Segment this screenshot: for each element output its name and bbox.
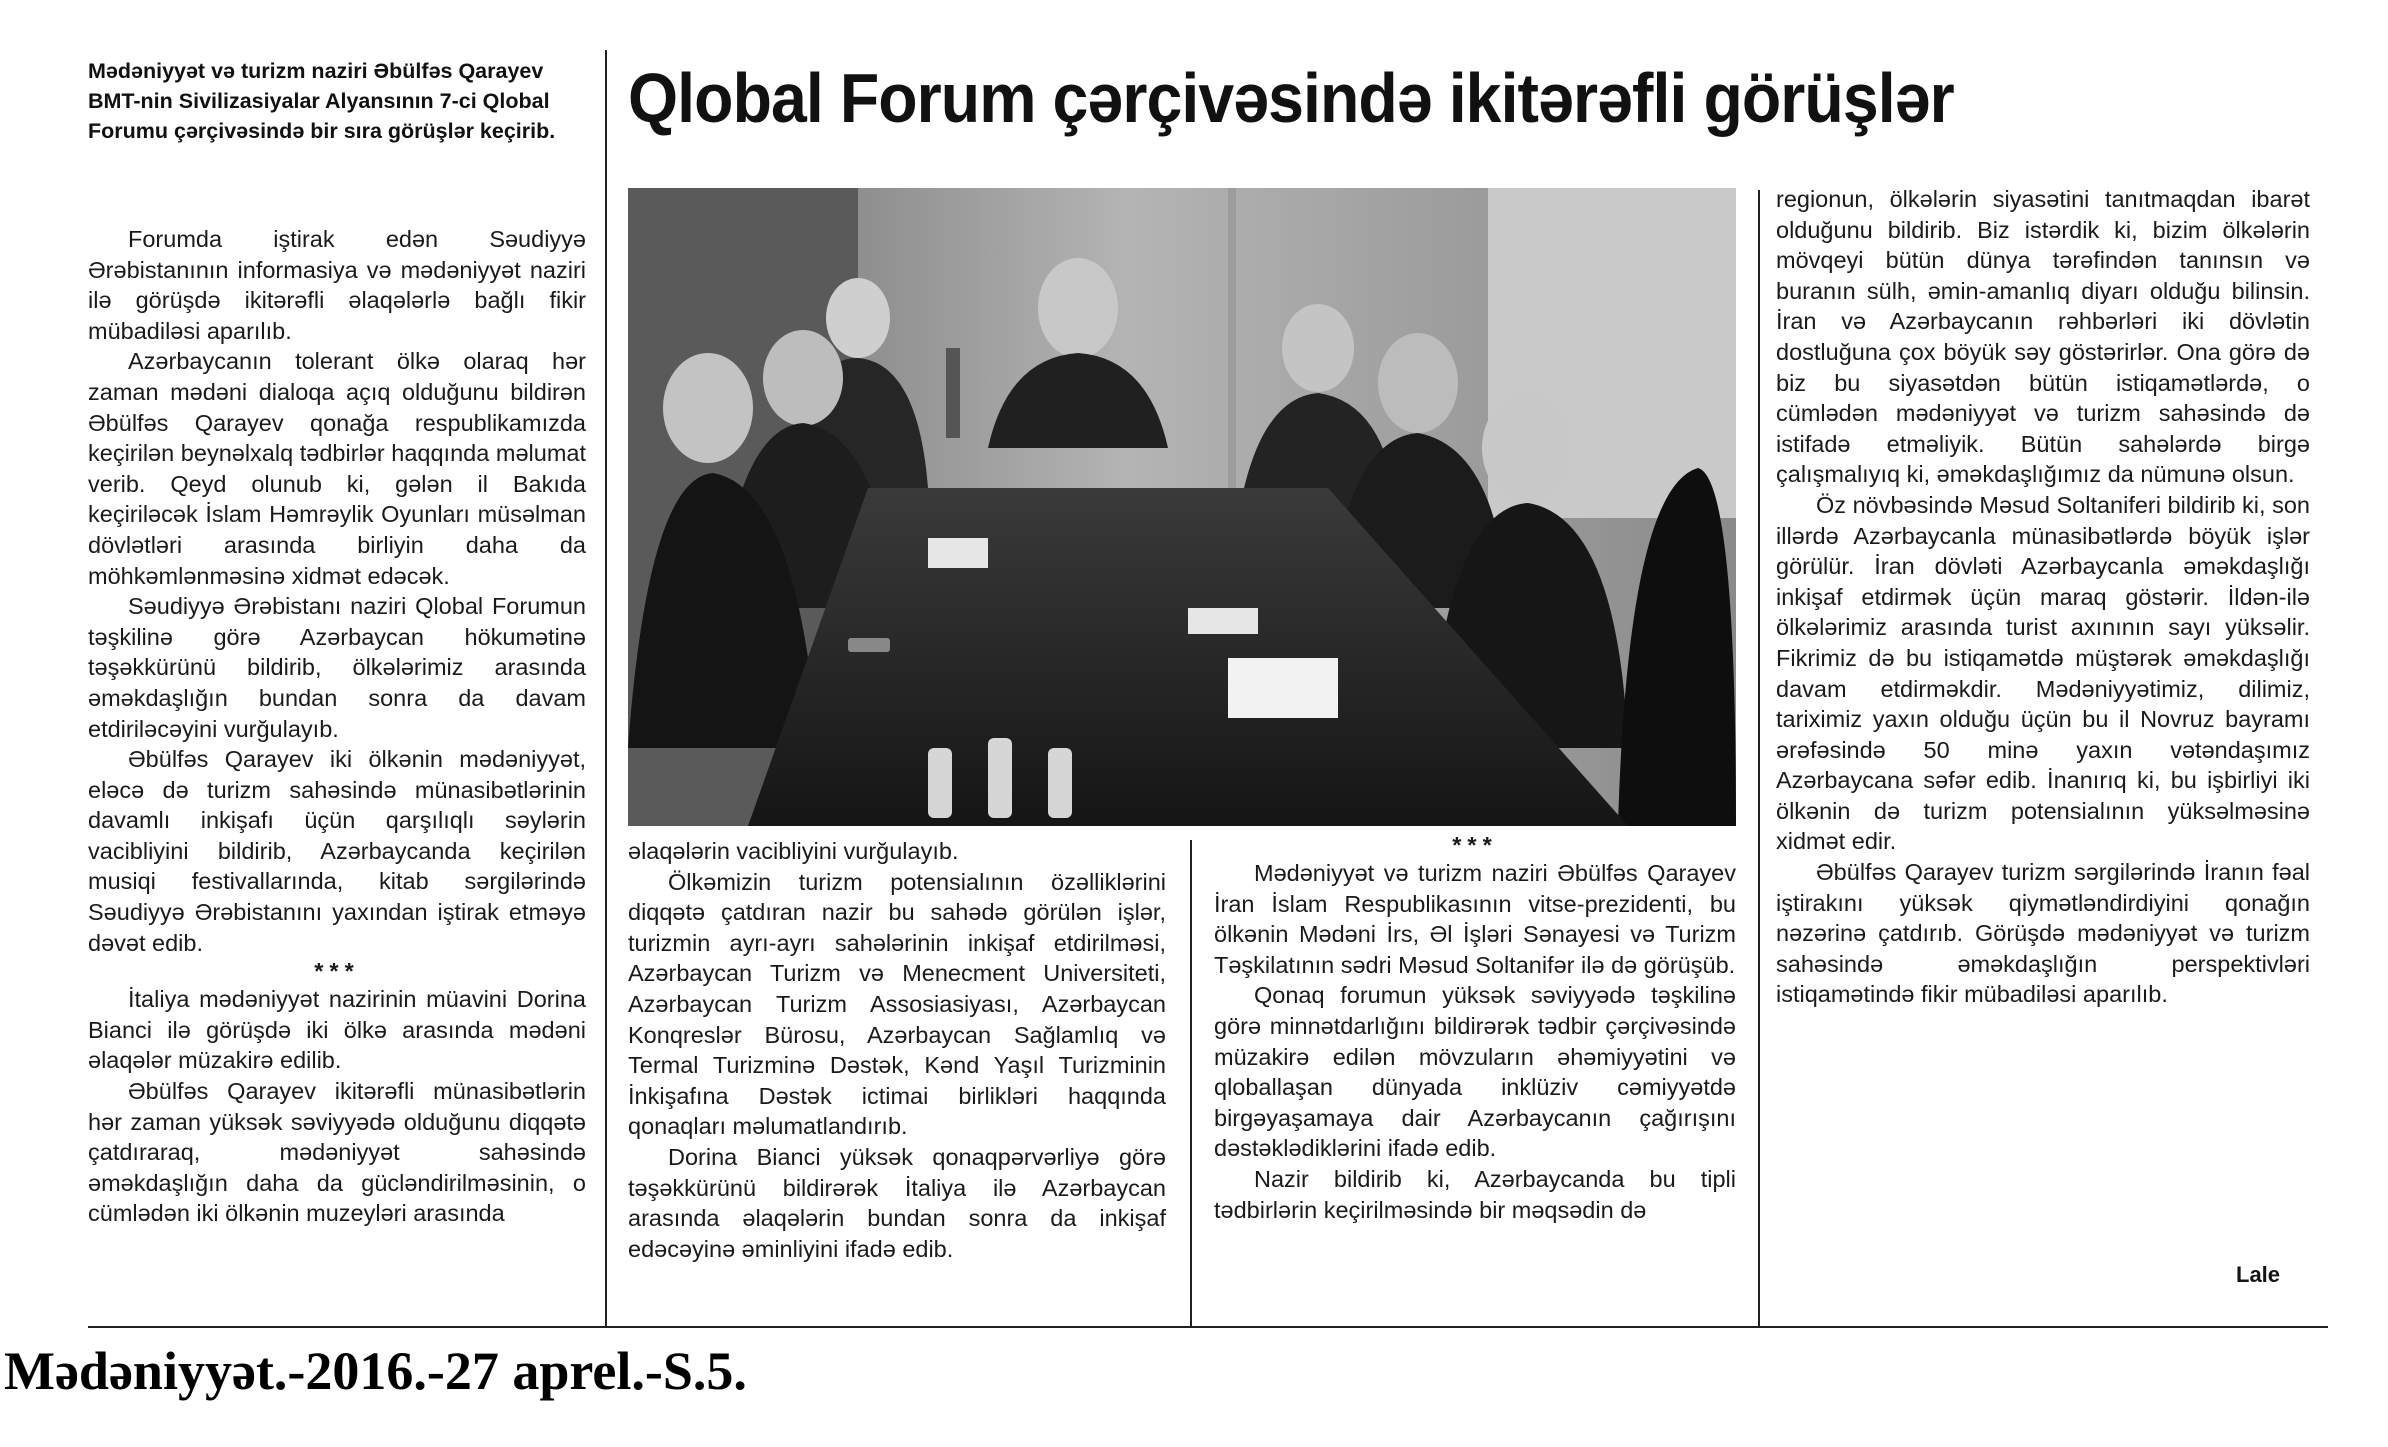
- paragraph: Nazir bildirib ki, Azərbaycanda bu tipli tədbirlərin keçirilməsində bir məqsədin də: [1214, 1165, 1736, 1223]
- article-lede: Mədəniyyət və turizm naziri Əbülfəs Qarayev BMT-nin Sivilizasiyalar Alyansının 7-ci Qlobal Forumu çərçivəsində bir sıra görüşlər keçirib.: [88, 59, 556, 143]
- paragraph: Qonaq forumun yüksək səviyyədə təşkilinə görə minnətdarlığını bildirərək tədbir çərçivəsində müzakirə edilən mövzuların əhəmiyyətini və qloballaşan dünyada inklüziv cəmiyyətdə birgəyaşamaya dair Azərbaycanın çağırışını dəstəklədiklərini ifadə edib.: [1214, 982, 1736, 1162]
- paragraph: Səudiyyə Ərəbistanı naziri Qlobal Forumun təşkilinə görə Azərbaycan hökumətinə təşəkkürünü bildirib, ölkələrimiz arasında əməkdaşlığın bundan sonra da davam etdiriləcəyini vurğulayıb.: [88, 593, 586, 742]
- text-column-4: [1776, 184, 2310, 1010]
- paragraph: Əbülfəs Qarayev iki ölkənin mədəniyyət, eləcə də turizm sahəsində münasibətlərinin davamlı inkişafı üçün qarşılıqlı səylərin vacibliyini bildirib, Azərbaycanda keçirilən musiqi festivallarında, kitab sərgilərində Səudiyyə Ərəbistanını yaxından iştirak etməyə dəvət edib.: [88, 746, 586, 956]
- column-rule-left: [605, 50, 607, 1326]
- paragraph: Forumda iştirak edən Səudiyyə Ərəbistanının informasiya və mədəniyyət naziri ilə görüşdə ikitərəfli əlaqələrlə bağlı fikir mübadiləsi aparılıb.: [88, 226, 586, 344]
- paragraph: Dorina Bianci yüksək qonaqpərvərliyə görə təşəkkürünü bildirərək İtaliya ilə Azərbaycan arasında əlaqələrin bundan sonra da inkişaf edəcəyinə əminliyini ifadə edib.: [628, 1143, 1166, 1262]
- column-rule-mid: [1190, 840, 1192, 1326]
- meeting-photo: [628, 188, 1736, 826]
- bottom-rule: [88, 1326, 2328, 1328]
- paragraph: Əbülfəs Qarayev turizm sərgilərində İranın fəal iştirakını yüksək qiymətləndirdiyini qonağın nəzərinə çatdırıb. Görüşdə mədəniyyət və turizm sahəsində əməkdaşlığın perspektivləri istiqamətində fikir mübadiləsi aparılıb.: [1776, 859, 2310, 1008]
- paragraph: Əbülfəs Qarayev ikitərəfli münasibətlərin hər zaman yüksək səviyyədə olduğunu diqqətə çatdıraraq, mədəniyyət sahəsində əməkdaşlığın daha da gücləndirilməsinin, o cümlədən iki ölkənin muzeyləri arasında: [88, 1078, 586, 1227]
- paragraph: Ölkəmizin turizm potensialının özəlliklərini diqqətə çatdıran nazir bu sahədə görülən işlər, turizmin ayrı-ayrı sahələrinin inkişaf etdirilməsi, Azərbaycan Turizm və Menecment Universiteti, Azərbaycan Turizm Assosiasiyası, Azərbaycan Konqreslər Bürosu, Azərbaycan Sağlamlıq və Termal Turizminə Dəstək, Kənd Yaşıl Turizminin İnkişafına Dəstək ictimai birlikləri haqqında qonaqları məlumatlandırıb.: [628, 868, 1166, 1140]
- section-separator: ***: [314, 958, 360, 985]
- paragraph: Öz növbəsində Məsud Soltaniferi bildirib ki, son illərdə Azərbaycanla münasibətlərdə böyük işlər görülür. İran dövləti Azərbaycanla əməkdaşlığı inkişaf etdirmək üçün maraq göstərir. İldən-ilə ölkələrimiz arasında turist axınının sayı yüksəlir. Fikrimiz də bu istiqamətdə müştərək əməkdaşlığı davam etdirməkdir. Mədəniyyətimiz, dilimiz, tariximiz yaxın olduğu üçün bu il Novruz bayramı ərəfəsində 50 minə yaxın vətəndaşımız Azərbaycana səfər edib. İnanırıq ki, bu işbirliyi iki ölkənin də turizm potensialının yüksəlməsinə xidmət edir.: [1776, 491, 2310, 855]
- text-column-3: [1214, 832, 1736, 1225]
- column-rule-right: [1758, 190, 1760, 1326]
- article-headline: Qlobal Forum çərçivəsində ikitərəfli görüşlər: [628, 59, 1954, 137]
- section-separator: ***: [1452, 832, 1498, 858]
- text-column-2: [628, 836, 1166, 1264]
- source-citation: Mədəniyyət.-2016.-27 aprel.-S.5.: [4, 1341, 747, 1401]
- author-signature: Lale: [2236, 1262, 2281, 1287]
- paragraph: Azərbaycanın tolerant ölkə olaraq hər zaman mədəni dialoqa açıq olduğunu bildirən Əbülfəs Qarayev qonağa respublikamızda keçirilən beynəlxalq tədbirlər haqqında məlumat verib. Qeyd olunub ki, gələn il Bakıda keçiriləcək İslam Həmrəylik Oyunları müsəlman dövlətləri arasında birliyin daha da möhkəmlənməsinə xidmət edəcək.: [88, 348, 586, 589]
- paragraph: regionun, ölkələrin siyasətini tanıtmaqdan ibarət olduğunu bildirib. Biz istərdik ki, bizim ölkələrin mövqeyi bütün dünya tərəfindən tanınsın və buranın sülh, əmin-amanlıq diyarı olduğu bilinsin. İran və Azərbaycanın rəhbərləri iki dövlətin dostluğuna çox böyük səy göstərirlər. Ona görə də biz bu siyasətdən bütün istiqamətlərdə, o cümlədən mədəniyyət və turizm sahəsində də istifadə etməliyik. Bütün sahələrdə birgə çalışmalıyıq ki, əməkdaşlığımız da nümunə olsun.: [1776, 186, 2310, 488]
- paragraph: İtaliya mədəniyyət nazirinin müavini Dorina Bianci ilə görüşdə iki ölkə arasında mədəni əlaqələr müzakirə edilib.: [88, 986, 586, 1074]
- paragraph: əlaqələrin vacibliyini vurğulayıb.: [628, 838, 959, 864]
- meeting-photo-image: [628, 188, 1736, 826]
- paragraph: Mədəniyyət və turizm naziri Əbülfəs Qarayev İran İslam Respublikasının vitse-prezidenti, bu ölkənin Mədəni İrs, Əl İşləri Sənayesi və Turizm Təşkilatının sədri Məsud Soltanifər ilə də görüşüb.: [1214, 860, 1736, 978]
- text-column-1: [88, 224, 586, 1229]
